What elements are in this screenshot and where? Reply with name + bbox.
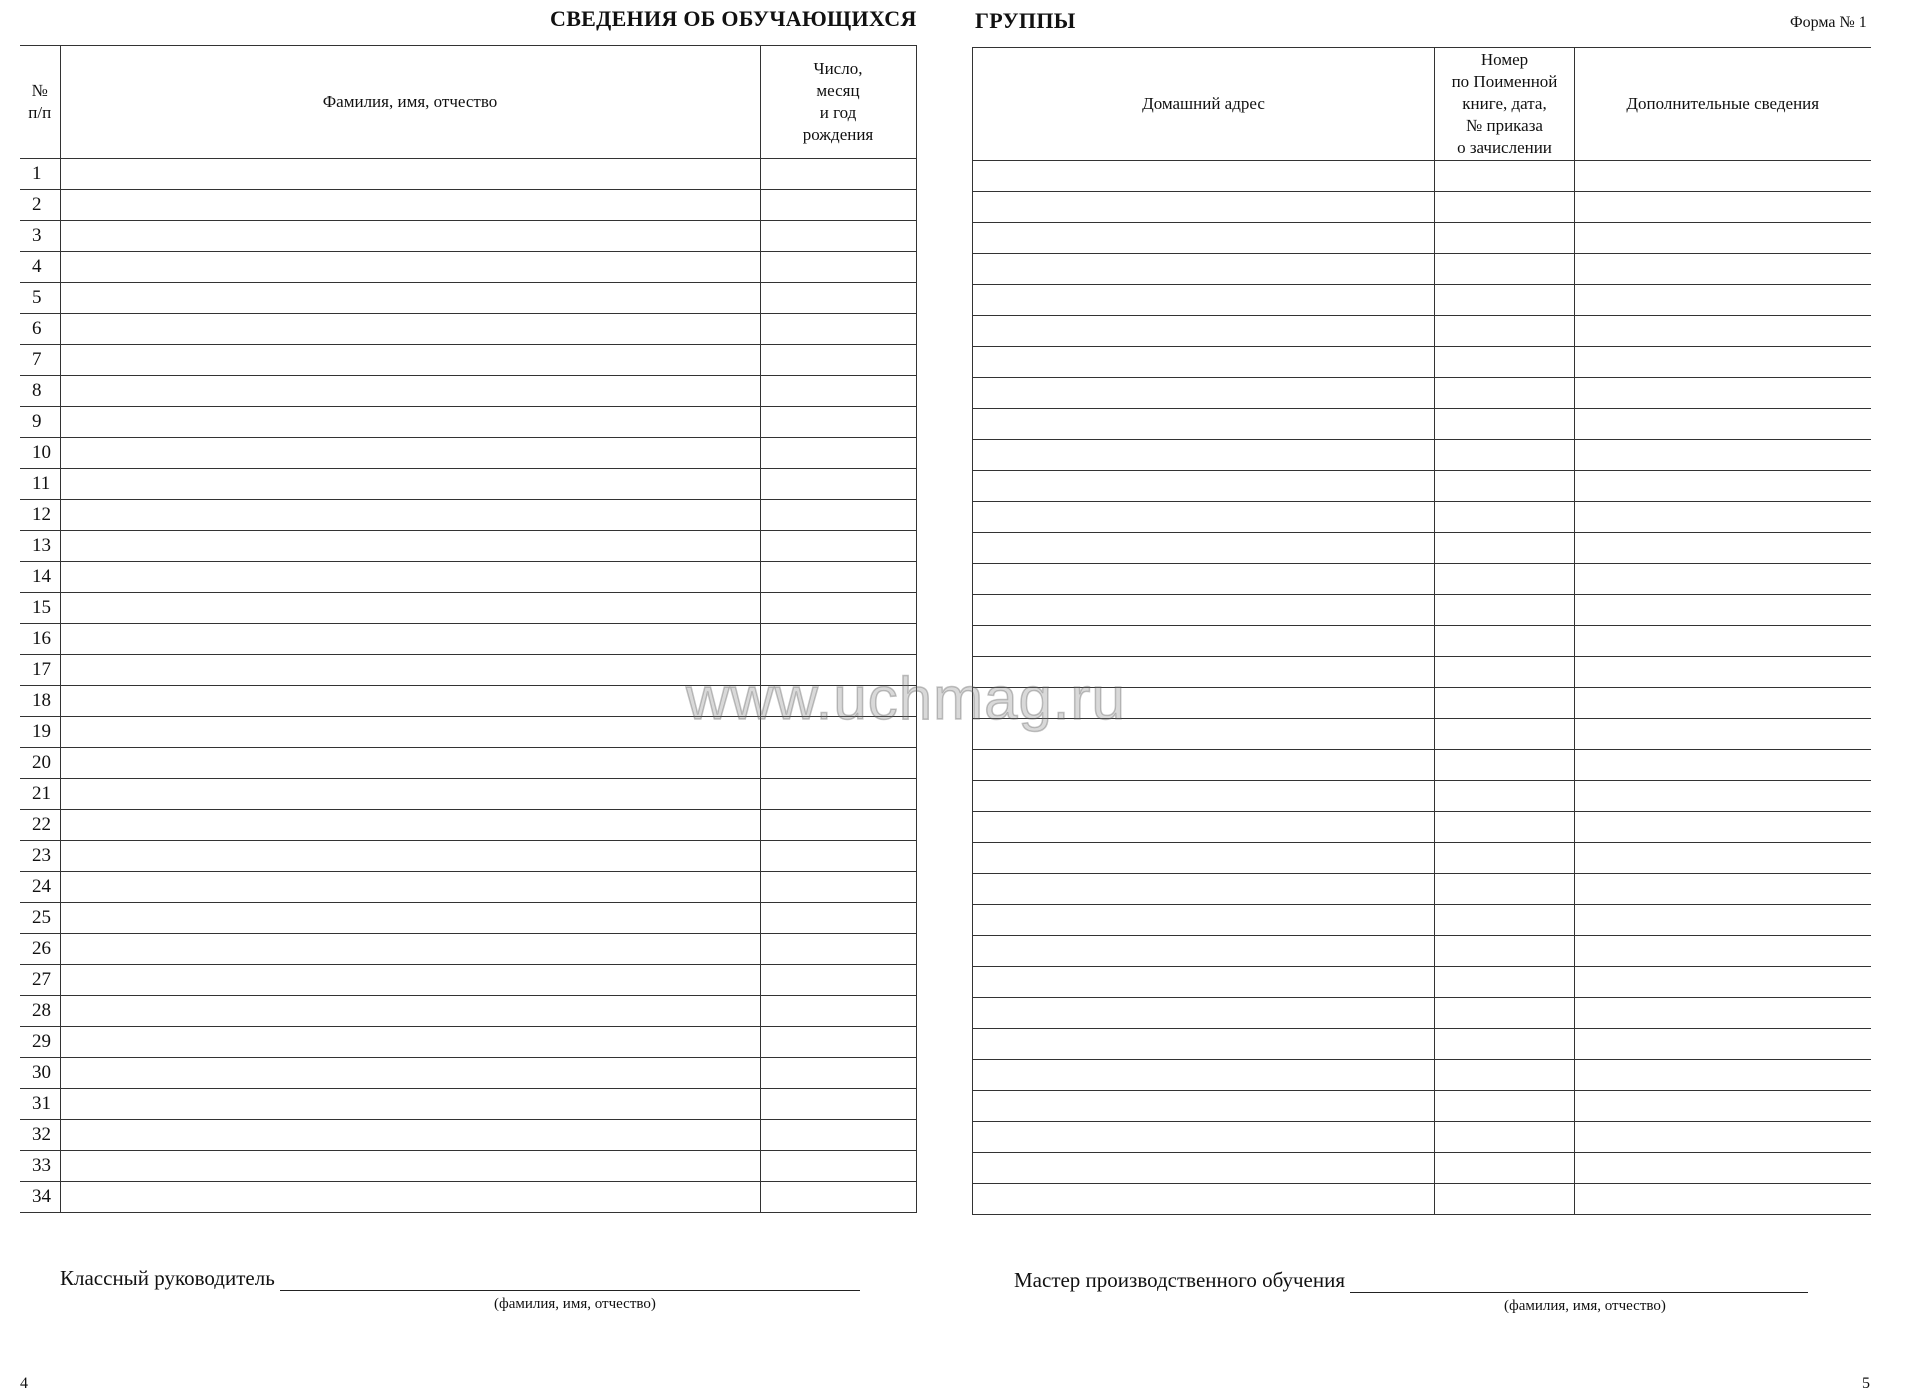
table-row — [973, 595, 1871, 626]
book-number-cell[interactable] — [1435, 998, 1575, 1029]
class-teacher-label: Классный руководитель — [60, 1266, 275, 1290]
row-number: 14 — [20, 562, 60, 593]
row-number: 12 — [20, 500, 60, 531]
table-row — [20, 221, 916, 252]
additional-info-cell[interactable] — [1575, 905, 1871, 936]
master-signature — [1014, 1268, 1808, 1293]
birth-date-cell[interactable] — [760, 1182, 916, 1213]
home-address-cell[interactable] — [973, 1060, 1435, 1091]
birth-date-cell[interactable] — [760, 624, 916, 655]
birth-date-cell[interactable] — [760, 252, 916, 283]
full-name-cell[interactable] — [60, 252, 760, 283]
table-row — [20, 593, 916, 624]
book-number-cell[interactable] — [1435, 967, 1575, 998]
birth-date-cell[interactable] — [760, 531, 916, 562]
book-number-cell[interactable] — [1435, 502, 1575, 533]
book-number-cell[interactable] — [1435, 1060, 1575, 1091]
birth-date-cell[interactable] — [760, 562, 916, 593]
home-address-cell[interactable] — [973, 874, 1435, 905]
home-address-cell[interactable] — [973, 471, 1435, 502]
additional-info-cell[interactable] — [1575, 936, 1871, 967]
table-row — [973, 843, 1871, 874]
table-row — [20, 500, 916, 531]
full-name-cell[interactable] — [60, 1182, 760, 1213]
row-number: 29 — [20, 1027, 60, 1058]
home-address-cell[interactable] — [973, 1091, 1435, 1122]
row-number: 4 — [20, 252, 60, 283]
class-teacher-line[interactable] — [280, 1270, 860, 1291]
row-number: 32 — [20, 1120, 60, 1151]
table-row — [973, 378, 1871, 409]
home-address-cell[interactable] — [973, 223, 1435, 254]
row-number: 13 — [20, 531, 60, 562]
table-row — [973, 1029, 1871, 1060]
book-number-cell[interactable] — [1435, 1122, 1575, 1153]
full-name-cell[interactable] — [60, 221, 760, 252]
table-row — [973, 936, 1871, 967]
table-row — [20, 1120, 916, 1151]
full-name-cell[interactable] — [60, 1058, 760, 1089]
table-row — [20, 934, 916, 965]
students-table-left — [20, 45, 917, 1213]
row-number: 8 — [20, 376, 60, 407]
table-row — [973, 440, 1871, 471]
page-number-right: 5 — [1862, 1375, 1870, 1392]
row-number: 6 — [20, 314, 60, 345]
full-name-cell[interactable] — [60, 593, 760, 624]
additional-info-cell[interactable] — [1575, 1184, 1871, 1215]
row-number: 5 — [20, 283, 60, 314]
table-row — [20, 469, 916, 500]
home-address-cell[interactable] — [973, 936, 1435, 967]
full-name-cell[interactable] — [60, 190, 760, 221]
additional-info-cell[interactable] — [1575, 409, 1871, 440]
book-number-cell[interactable] — [1435, 471, 1575, 502]
table-row — [20, 376, 916, 407]
full-name-cell[interactable] — [60, 1027, 760, 1058]
birth-date-cell[interactable] — [760, 1151, 916, 1182]
table-row — [973, 750, 1871, 781]
birth-date-cell[interactable] — [760, 903, 916, 934]
full-name-cell[interactable] — [60, 407, 760, 438]
table-row — [20, 252, 916, 283]
additional-info-cell[interactable] — [1575, 564, 1871, 595]
book-number-cell[interactable] — [1435, 657, 1575, 688]
home-address-cell[interactable] — [973, 316, 1435, 347]
birth-date-cell[interactable] — [760, 779, 916, 810]
birth-date-cell[interactable] — [760, 1089, 916, 1120]
row-number: 18 — [20, 686, 60, 717]
header-full-name: Фамилия, имя, отчество — [60, 46, 760, 159]
full-name-cell[interactable] — [60, 159, 760, 190]
row-number: 31 — [20, 1089, 60, 1120]
birth-date-cell[interactable] — [760, 283, 916, 314]
additional-info-cell[interactable] — [1575, 285, 1871, 316]
row-number: 17 — [20, 655, 60, 686]
header-book-number: Номер по Поименной книге, дата, № приказа о зачислении — [1435, 48, 1575, 161]
full-name-cell[interactable] — [60, 469, 760, 500]
additional-info-cell[interactable] — [1575, 874, 1871, 905]
book-number-cell[interactable] — [1435, 688, 1575, 719]
book-number-cell[interactable] — [1435, 564, 1575, 595]
table-row — [973, 502, 1871, 533]
additional-info-cell[interactable] — [1575, 1029, 1871, 1060]
table-row — [20, 1089, 916, 1120]
table-row — [20, 190, 916, 221]
row-number: 28 — [20, 996, 60, 1027]
form-number: Форма № 1 — [1790, 14, 1867, 31]
header-birth-date: Число, месяц и год рождения — [760, 46, 916, 159]
master-label: Мастер производственного обучения — [1014, 1268, 1346, 1292]
full-name-cell[interactable] — [60, 438, 760, 469]
additional-info-cell[interactable] — [1575, 502, 1871, 533]
row-number: 16 — [20, 624, 60, 655]
book-number-cell[interactable] — [1435, 1091, 1575, 1122]
header-row-number: № п/п — [20, 46, 60, 159]
birth-date-cell[interactable] — [760, 376, 916, 407]
book-number-cell[interactable] — [1435, 533, 1575, 564]
row-number: 21 — [20, 779, 60, 810]
birth-date-cell[interactable] — [760, 1120, 916, 1151]
book-number-cell[interactable] — [1435, 161, 1575, 192]
additional-info-cell[interactable] — [1575, 781, 1871, 812]
additional-info-cell[interactable] — [1575, 1060, 1871, 1091]
additional-info-cell[interactable] — [1575, 967, 1871, 998]
home-address-cell[interactable] — [973, 812, 1435, 843]
home-address-cell[interactable] — [973, 626, 1435, 657]
full-name-cell[interactable] — [60, 779, 760, 810]
additional-info-cell[interactable] — [1575, 626, 1871, 657]
row-number: 19 — [20, 717, 60, 748]
book-number-cell[interactable] — [1435, 595, 1575, 626]
full-name-cell[interactable] — [60, 345, 760, 376]
home-address-cell[interactable] — [973, 967, 1435, 998]
row-number: 25 — [20, 903, 60, 934]
birth-date-cell[interactable] — [760, 593, 916, 624]
row-number: 24 — [20, 872, 60, 903]
additional-info-cell[interactable] — [1575, 1122, 1871, 1153]
home-address-cell[interactable] — [973, 781, 1435, 812]
table-row — [20, 283, 916, 314]
birth-date-cell[interactable] — [760, 314, 916, 345]
home-address-cell[interactable] — [973, 1029, 1435, 1060]
full-name-cell[interactable] — [60, 810, 760, 841]
full-name-cell[interactable] — [60, 872, 760, 903]
table-row — [973, 626, 1871, 657]
home-address-cell[interactable] — [973, 533, 1435, 564]
table-row — [973, 1060, 1871, 1091]
home-address-cell[interactable] — [973, 192, 1435, 223]
table-row — [20, 903, 916, 934]
table-row — [973, 967, 1871, 998]
table-row — [20, 562, 916, 593]
book-number-cell[interactable] — [1435, 223, 1575, 254]
table-row — [973, 254, 1871, 285]
table-row — [973, 874, 1871, 905]
table-row — [20, 1151, 916, 1182]
book-number-cell[interactable] — [1435, 254, 1575, 285]
book-number-cell[interactable] — [1435, 905, 1575, 936]
birth-date-cell[interactable] — [760, 841, 916, 872]
home-address-cell[interactable] — [973, 564, 1435, 595]
table-row — [973, 812, 1871, 843]
book-number-cell[interactable] — [1435, 750, 1575, 781]
home-address-cell[interactable] — [973, 378, 1435, 409]
full-name-cell[interactable] — [60, 1089, 760, 1120]
row-number: 20 — [20, 748, 60, 779]
book-number-cell[interactable] — [1435, 285, 1575, 316]
full-name-cell[interactable] — [60, 500, 760, 531]
table-row — [20, 996, 916, 1027]
birth-date-cell[interactable] — [760, 1058, 916, 1089]
table-row — [20, 1058, 916, 1089]
table-row — [20, 810, 916, 841]
birth-date-cell[interactable] — [760, 934, 916, 965]
birth-date-cell[interactable] — [760, 996, 916, 1027]
home-address-cell[interactable] — [973, 161, 1435, 192]
home-address-cell[interactable] — [973, 750, 1435, 781]
birth-date-cell[interactable] — [760, 407, 916, 438]
book-number-cell[interactable] — [1435, 347, 1575, 378]
left-page-title: СВЕДЕНИЯ ОБ ОБУЧАЮЩИХСЯ — [550, 6, 917, 31]
table-row — [20, 159, 916, 190]
additional-info-cell[interactable] — [1575, 378, 1871, 409]
row-number: 2 — [20, 190, 60, 221]
home-address-cell[interactable] — [973, 595, 1435, 626]
table-row — [973, 905, 1871, 936]
book-number-cell[interactable] — [1435, 1184, 1575, 1215]
full-name-cell[interactable] — [60, 748, 760, 779]
home-address-cell[interactable] — [973, 254, 1435, 285]
additional-info-cell[interactable] — [1575, 1153, 1871, 1184]
home-address-cell[interactable] — [973, 1122, 1435, 1153]
class-teacher-hint: (фамилия, имя, отчество) — [494, 1296, 656, 1312]
birth-date-cell[interactable] — [760, 1027, 916, 1058]
row-number: 11 — [20, 469, 60, 500]
book-number-cell[interactable] — [1435, 316, 1575, 347]
full-name-cell[interactable] — [60, 1151, 760, 1182]
birth-date-cell[interactable] — [760, 159, 916, 190]
additional-info-cell[interactable] — [1575, 719, 1871, 750]
birth-date-cell[interactable] — [760, 345, 916, 376]
additional-info-cell[interactable] — [1575, 595, 1871, 626]
birth-date-cell[interactable] — [760, 748, 916, 779]
home-address-cell[interactable] — [973, 843, 1435, 874]
additional-info-cell[interactable] — [1575, 998, 1871, 1029]
table-row — [20, 965, 916, 996]
master-line[interactable] — [1350, 1272, 1808, 1293]
home-address-cell[interactable] — [973, 347, 1435, 378]
book-number-cell[interactable] — [1435, 409, 1575, 440]
full-name-cell[interactable] — [60, 903, 760, 934]
additional-info-cell[interactable] — [1575, 843, 1871, 874]
additional-info-cell[interactable] — [1575, 533, 1871, 564]
class-teacher-signature — [60, 1266, 860, 1291]
table-row — [20, 748, 916, 779]
right-page-title: ГРУППЫ — [975, 8, 1076, 33]
book-number-cell[interactable] — [1435, 812, 1575, 843]
book-number-cell[interactable] — [1435, 781, 1575, 812]
additional-info-cell[interactable] — [1575, 750, 1871, 781]
row-number: 9 — [20, 407, 60, 438]
book-number-cell[interactable] — [1435, 1153, 1575, 1184]
book-number-cell[interactable] — [1435, 936, 1575, 967]
table-row — [20, 531, 916, 562]
full-name-cell[interactable] — [60, 965, 760, 996]
book-number-cell[interactable] — [1435, 874, 1575, 905]
full-name-cell[interactable] — [60, 562, 760, 593]
table-row — [973, 1184, 1871, 1215]
home-address-cell[interactable] — [973, 285, 1435, 316]
book-number-cell[interactable] — [1435, 1029, 1575, 1060]
full-name-cell[interactable] — [60, 717, 760, 748]
additional-info-cell[interactable] — [1575, 688, 1871, 719]
table-row — [973, 223, 1871, 254]
birth-date-cell[interactable] — [760, 500, 916, 531]
table-row — [20, 438, 916, 469]
table-row — [973, 564, 1871, 595]
row-number: 23 — [20, 841, 60, 872]
full-name-cell[interactable] — [60, 376, 760, 407]
home-address-cell[interactable] — [973, 409, 1435, 440]
full-name-cell[interactable] — [60, 655, 760, 686]
row-number: 22 — [20, 810, 60, 841]
additional-info-cell[interactable] — [1575, 347, 1871, 378]
row-number: 3 — [20, 221, 60, 252]
birth-date-cell[interactable] — [760, 469, 916, 500]
book-number-cell[interactable] — [1435, 843, 1575, 874]
book-number-cell[interactable] — [1435, 440, 1575, 471]
birth-date-cell[interactable] — [760, 965, 916, 996]
table-row — [973, 471, 1871, 502]
additional-info-cell[interactable] — [1575, 316, 1871, 347]
table-row — [20, 345, 916, 376]
full-name-cell[interactable] — [60, 624, 760, 655]
home-address-cell[interactable] — [973, 905, 1435, 936]
additional-info-cell[interactable] — [1575, 161, 1871, 192]
row-number: 27 — [20, 965, 60, 996]
table-row — [20, 407, 916, 438]
home-address-cell[interactable] — [973, 502, 1435, 533]
birth-date-cell[interactable] — [760, 221, 916, 252]
table-row — [973, 1122, 1871, 1153]
row-number: 26 — [20, 934, 60, 965]
additional-info-cell[interactable] — [1575, 254, 1871, 285]
birth-date-cell[interactable] — [760, 872, 916, 903]
table-row — [20, 779, 916, 810]
table-row — [20, 841, 916, 872]
table-row — [973, 347, 1871, 378]
table-row — [973, 409, 1871, 440]
book-number-cell[interactable] — [1435, 626, 1575, 657]
row-number: 1 — [20, 159, 60, 190]
home-address-cell[interactable] — [973, 998, 1435, 1029]
table-row — [20, 624, 916, 655]
additional-info-cell[interactable] — [1575, 1091, 1871, 1122]
master-hint: (фамилия, имя, отчество) — [1504, 1298, 1666, 1314]
row-number: 34 — [20, 1182, 60, 1213]
additional-info-cell[interactable] — [1575, 471, 1871, 502]
home-address-cell[interactable] — [973, 1184, 1435, 1215]
table-row — [20, 314, 916, 345]
table-row — [973, 1091, 1871, 1122]
row-number: 30 — [20, 1058, 60, 1089]
students-table-right — [972, 47, 1871, 1215]
additional-info-cell[interactable] — [1575, 440, 1871, 471]
birth-date-cell[interactable] — [760, 438, 916, 469]
table-row — [20, 1182, 916, 1213]
row-number: 15 — [20, 593, 60, 624]
table-row — [20, 1027, 916, 1058]
row-number: 7 — [20, 345, 60, 376]
additional-info-cell[interactable] — [1575, 192, 1871, 223]
watermark: www.uchmag.ru — [686, 665, 1126, 732]
home-address-cell[interactable] — [973, 1153, 1435, 1184]
birth-date-cell[interactable] — [760, 190, 916, 221]
full-name-cell[interactable] — [60, 996, 760, 1027]
table-row — [973, 781, 1871, 812]
additional-info-cell[interactable] — [1575, 657, 1871, 688]
book-number-cell[interactable] — [1435, 192, 1575, 223]
table-row — [20, 872, 916, 903]
home-address-cell[interactable] — [973, 440, 1435, 471]
full-name-cell[interactable] — [60, 283, 760, 314]
table-row — [973, 1153, 1871, 1184]
book-number-cell[interactable] — [1435, 378, 1575, 409]
full-name-cell[interactable] — [60, 934, 760, 965]
full-name-cell[interactable] — [60, 686, 760, 717]
row-number: 10 — [20, 438, 60, 469]
page-number-left: 4 — [20, 1375, 28, 1392]
full-name-cell[interactable] — [60, 314, 760, 345]
table-row — [973, 998, 1871, 1029]
row-number: 33 — [20, 1151, 60, 1182]
book-number-cell[interactable] — [1435, 719, 1575, 750]
table-row — [973, 161, 1871, 192]
header-home-address: Домашний адрес — [973, 48, 1435, 161]
additional-info-cell[interactable] — [1575, 223, 1871, 254]
full-name-cell[interactable] — [60, 841, 760, 872]
table-row — [973, 192, 1871, 223]
table-row — [973, 285, 1871, 316]
birth-date-cell[interactable] — [760, 810, 916, 841]
header-additional-info: Дополнительные сведения — [1575, 48, 1871, 161]
table-row — [973, 316, 1871, 347]
additional-info-cell[interactable] — [1575, 812, 1871, 843]
full-name-cell[interactable] — [60, 1120, 760, 1151]
table-row — [973, 533, 1871, 564]
full-name-cell[interactable] — [60, 531, 760, 562]
